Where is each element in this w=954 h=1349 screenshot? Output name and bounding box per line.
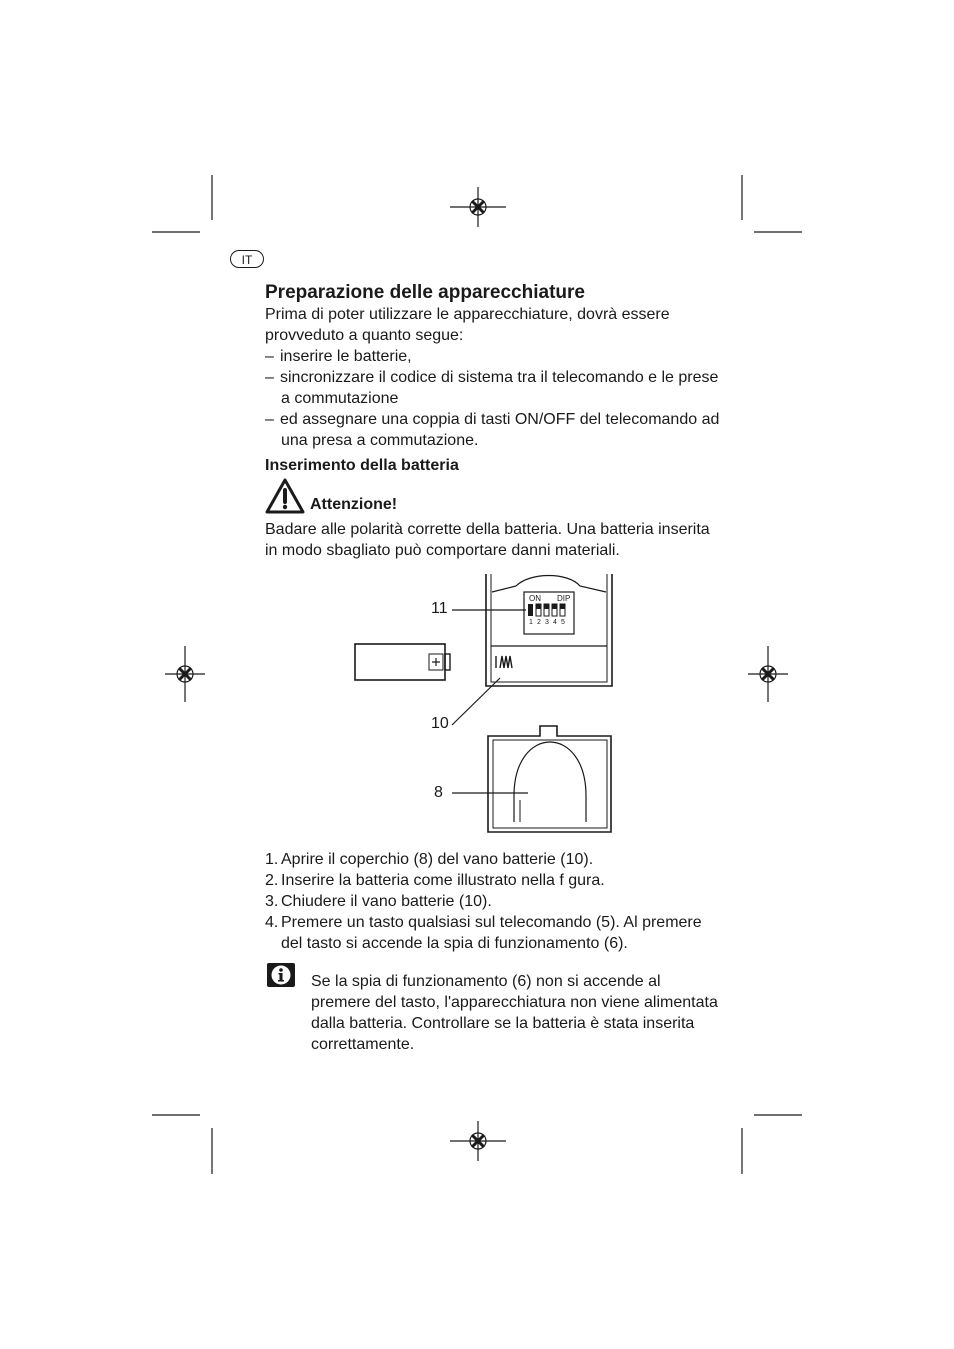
step-text: Inserire la batteria come illustrato nella f gura. [281,872,605,889]
step-number: 3. [265,893,279,910]
bullet-text-continued: a commutazione [281,390,399,407]
warning-triangle-icon [265,478,305,514]
language-badge: IT [230,250,264,268]
figure-label-8: 8 [434,784,443,801]
registration-mark-right [748,646,788,702]
figure-label-11: 11 [431,600,448,617]
bullet-text-continued: una presa a commutazione. [281,432,479,449]
bullet-marker: – [265,369,274,386]
warning-title: Attenzione! [310,496,398,513]
warning-text-line-2: in modo sbagliato può comportare danni materiali. [265,542,620,559]
registration-mark-top [450,187,506,227]
page-title: Preparazione delle apparecchiature [265,282,585,303]
dip-number: 5 [561,619,565,626]
registration-mark-left [165,646,205,702]
step-number: 1. [265,851,279,868]
bullet-text: inserire le batterie, [280,348,412,365]
dip-number: 2 [537,619,541,626]
bullet-item [265,409,719,430]
note-text-line-1: Se la spia di funzionamento (6) non si accende al [311,973,661,990]
dip-number: 1 [529,619,533,626]
bullet-text: ed assegnare una coppia di tasti ON/OFF del telecomando ad [280,411,720,428]
note-text-line-4: correttamente. [311,1036,415,1053]
note-text-line-2: premere del tasto, l'apparecchiatura non viene alimentata [311,994,718,1011]
figure-label-10: 10 [431,715,449,732]
section-title: Inserimento della batteria [265,457,459,474]
bullet-text: sincronizzare il codice di sistema tra il telecomando e le prese [280,369,719,386]
bullet-item [265,346,412,367]
dip-number: 4 [553,619,557,626]
step-text-continued: del tasto si accende la spia di funzionamento (6). [281,935,628,952]
registration-mark-bottom [450,1121,506,1161]
dip-number: 3 [545,619,549,626]
battery-compartment-illustration [340,570,630,840]
step-number: 2. [265,872,279,889]
bullet-item [265,367,718,388]
step-text: Premere un tasto qualsiasi sul telecomando (5). Al premere [281,914,702,931]
dip-on-label: ON [529,594,541,603]
intro-line-1: Prima di poter utilizzare le apparecchiature, dovrà essere [265,306,670,323]
intro-line-2: provveduto a quanto segue: [265,327,464,344]
dip-label: DIP [557,594,571,603]
step-text: Aprire il coperchio (8) del vano batterie (10). [281,851,594,868]
warning-text-line-1: Badare alle polarità corrette della batteria. Una batteria inserita [265,521,710,538]
info-icon [266,962,296,988]
bullet-marker: – [265,411,274,428]
step-number: 4. [265,914,279,931]
bullet-marker: – [265,348,274,365]
step-text: Chiudere il vano batterie (10). [281,893,492,910]
note-text-line-3: dalla batteria. Controllare se la batteria è stata inserita [311,1015,695,1032]
